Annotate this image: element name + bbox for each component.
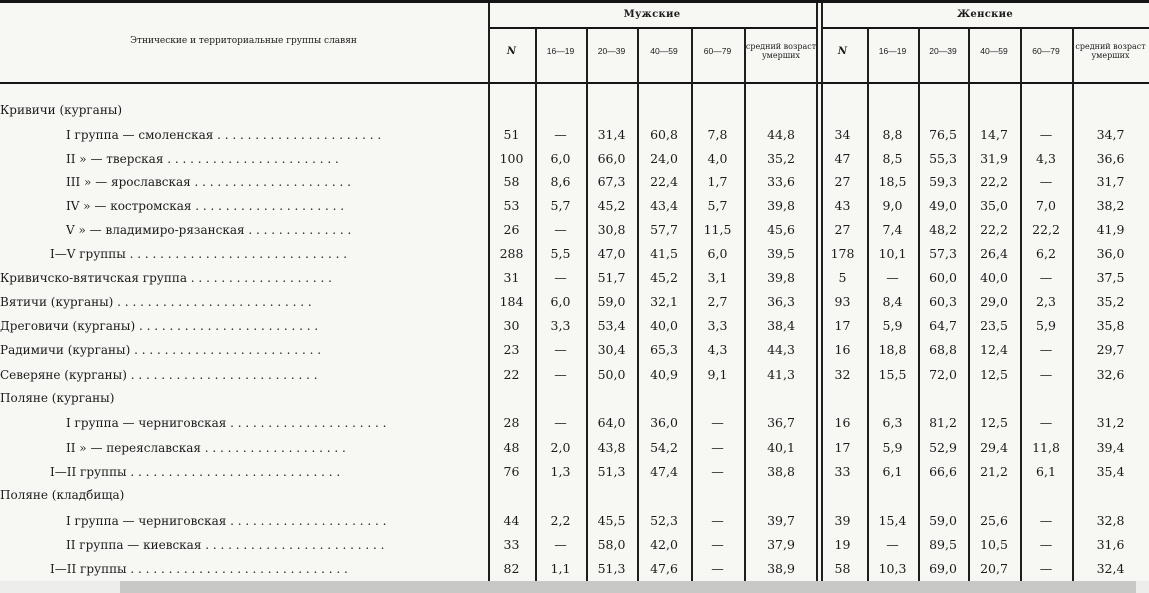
table-cell: 51,7	[597, 270, 626, 285]
row-label: III » — ярославская . . . . . . . . . . . . . . . . . . . . .	[66, 175, 351, 189]
table-cell: 100	[499, 151, 524, 166]
table-cell: —	[711, 464, 724, 479]
table-cell: —	[1039, 561, 1053, 576]
table-cell: 43,4	[650, 198, 678, 213]
table-cell: 89,5	[929, 537, 957, 552]
header-bottom-rule	[0, 82, 1149, 84]
table-cell: 45,6	[767, 222, 795, 237]
group-underline-female	[821, 27, 1149, 29]
table-cell: 32,6	[1096, 367, 1125, 382]
row-label: Дреговичи (курганы) . . . . . . . . . . . . . . . . . . . . . . . .	[0, 319, 319, 333]
table-row	[0, 511, 1149, 531]
table-cell: 31,9	[980, 151, 1008, 166]
row-label: I—II группы . . . . . . . . . . . . . . . . . . . . . . . . . . . .	[50, 465, 341, 479]
table-cell: —	[1039, 367, 1053, 382]
table-cell: 31,4	[597, 127, 626, 142]
table-cell: 20,7	[980, 561, 1008, 576]
table-cell: 47,4	[650, 464, 678, 479]
table-cell: 39,4	[1096, 440, 1125, 455]
row-label: I группа — черниговская . . . . . . . . . . . . . . . . . . . . .	[66, 514, 387, 528]
table-cell: 30,8	[597, 222, 626, 237]
table-cell: 41,5	[650, 246, 678, 261]
table-cell: 66,6	[929, 464, 957, 479]
table-row	[0, 316, 1149, 336]
column-header: средний возраст умерших	[1075, 42, 1146, 60]
table-cell: 39,7	[767, 513, 795, 528]
table-cell: 38,8	[767, 464, 795, 479]
table-cell: 26	[503, 222, 520, 237]
table-cell: 5,7	[550, 198, 571, 213]
table-cell: 38,4	[767, 318, 795, 333]
table-cell: 35,4	[1096, 464, 1125, 479]
table-cell: 47	[834, 151, 851, 166]
table-cell: 64,7	[929, 318, 957, 333]
table-cell: 59,0	[597, 294, 626, 309]
table-cell: —	[711, 561, 724, 576]
table-cell: 15,4	[878, 513, 907, 528]
table-cell: 31,7	[1096, 174, 1125, 189]
table-cell: —	[711, 415, 724, 430]
table-row	[0, 268, 1149, 288]
row-label: II » — переяславская . . . . . . . . . . . . . . . . . . .	[66, 441, 346, 455]
stub-header: Этнические и территориальные группы славян	[130, 36, 357, 46]
table-cell: —	[886, 537, 899, 552]
table-cell: 38,9	[767, 561, 795, 576]
table-cell: —	[554, 222, 567, 237]
table-row	[0, 438, 1149, 458]
table-cell: 33	[834, 464, 851, 479]
table-cell: —	[554, 342, 567, 357]
table-cell: 4,0	[707, 151, 728, 166]
row-label: Радимичи (курганы) . . . . . . . . . . . . . . . . . . . . . . . . .	[0, 343, 322, 357]
table-cell: 48	[503, 440, 520, 455]
table-cell: 2,2	[550, 513, 571, 528]
table-cell: 40,0	[650, 318, 678, 333]
table-cell: —	[554, 127, 567, 142]
table-cell: —	[711, 537, 724, 552]
table-cell: 38,2	[1096, 198, 1125, 213]
table-row	[0, 292, 1149, 312]
table-cell: 76	[503, 464, 520, 479]
table-cell: 33,6	[767, 174, 795, 189]
table-cell: 6,1	[1036, 464, 1056, 479]
table-cell: 22,2	[980, 174, 1008, 189]
table-cell: 21,2	[980, 464, 1008, 479]
table-cell: 2,0	[550, 440, 571, 455]
table-cell: 42,0	[650, 537, 678, 552]
row-label: Поляне (курганы)	[0, 391, 115, 405]
table-cell: 39,8	[767, 270, 795, 285]
table-cell: 1,3	[550, 464, 571, 479]
table-cell: —	[1039, 174, 1053, 189]
table-cell: 26,4	[980, 246, 1008, 261]
table-cell: 6,1	[882, 464, 903, 479]
table-cell: 81,2	[929, 415, 957, 430]
table-cell: 37,5	[1096, 270, 1125, 285]
table-row	[0, 125, 1149, 145]
row-label: I группа — смоленская . . . . . . . . . . . . . . . . . . . . . .	[66, 128, 382, 142]
table-cell: 36,7	[767, 415, 795, 430]
table-cell: 44	[503, 513, 520, 528]
table-cell: 45,2	[650, 270, 678, 285]
column-header: 16—19	[878, 45, 907, 56]
table-cell: 34	[834, 127, 851, 142]
table-cell: 32	[834, 367, 851, 382]
table-cell: 23,5	[980, 318, 1008, 333]
row-label: I—V группы . . . . . . . . . . . . . . . . . . . . . . . . . . . . .	[50, 247, 348, 261]
table-cell: 6,0	[707, 246, 728, 261]
table-cell: 82	[503, 561, 520, 576]
table-cell: 6,0	[550, 151, 571, 166]
table-cell: 6,2	[1036, 246, 1056, 261]
table-cell: 11,5	[703, 222, 732, 237]
table-cell: 2,3	[1036, 294, 1056, 309]
table-cell: 17	[834, 318, 851, 333]
table-row	[0, 149, 1149, 169]
table-cell: 37,9	[767, 537, 795, 552]
table-cell: 30	[503, 318, 520, 333]
table-cell: —	[554, 367, 567, 382]
table-cell: —	[711, 440, 724, 455]
table-cell: 9,0	[882, 198, 903, 213]
table-row	[0, 413, 1149, 433]
table-cell: 58	[503, 174, 520, 189]
table-cell: 58,0	[597, 537, 626, 552]
table-cell: 6,0	[550, 294, 571, 309]
table-row	[0, 196, 1149, 216]
table-cell: 45,5	[597, 513, 626, 528]
table-cell: 8,5	[882, 151, 903, 166]
table-cell: 24,0	[650, 151, 678, 166]
table-cell: 40,0	[980, 270, 1008, 285]
table-cell: 47,0	[597, 246, 626, 261]
table-cell: —	[1039, 270, 1053, 285]
table-row	[0, 172, 1149, 192]
table-cell: —	[554, 415, 567, 430]
table-cell: 288	[499, 246, 524, 261]
row-label: Кривичи (курганы)	[0, 103, 123, 117]
row-label: Вятичи (курганы) . . . . . . . . . . . . . . . . . . . . . . . . . .	[0, 295, 312, 309]
table-cell: 6,3	[882, 415, 903, 430]
table-cell: 19	[834, 537, 851, 552]
table-cell: 14,7	[980, 127, 1008, 142]
column-header: 40—59	[650, 45, 678, 56]
table-cell: —	[711, 513, 724, 528]
table-row	[0, 388, 1149, 408]
table-cell: 29,7	[1096, 342, 1125, 357]
table-cell: 68,8	[929, 342, 957, 357]
table-cell: 33	[503, 537, 520, 552]
table-cell: 18,5	[878, 174, 907, 189]
table-cell: 44,3	[767, 342, 795, 357]
table-cell: 22,2	[980, 222, 1008, 237]
table-cell: 23	[503, 342, 520, 357]
row-label: Кривичско-вятичская группа . . . . . . . . . . . . . . . . . . .	[0, 271, 332, 285]
table-cell: 25,6	[980, 513, 1008, 528]
table-cell: 66,0	[597, 151, 626, 166]
table-cell: 59,3	[929, 174, 957, 189]
table-cell: 67,3	[597, 174, 626, 189]
table-row	[0, 220, 1149, 240]
table-cell: 93	[834, 294, 851, 309]
table-cell: 50,0	[597, 367, 626, 382]
row-label: Поляне (кладбища)	[0, 488, 125, 502]
table-cell: 39,5	[767, 246, 795, 261]
column-header: 60—79	[703, 45, 732, 56]
table-cell: 35,0	[980, 198, 1008, 213]
table-row	[0, 100, 1149, 120]
table-cell: 43,8	[597, 440, 626, 455]
table-cell: 51,3	[597, 561, 626, 576]
table-cell: 43	[834, 198, 851, 213]
column-header: 16—19	[546, 45, 575, 56]
table-cell: 12,4	[980, 342, 1008, 357]
table-cell: 52,9	[929, 440, 957, 455]
column-header: N	[837, 45, 848, 57]
table-cell: 5	[838, 270, 847, 285]
table-cell: 4,3	[1036, 151, 1056, 166]
table-cell: 44,8	[767, 127, 795, 142]
table-cell: 31	[503, 270, 520, 285]
table-cell: 9,1	[707, 367, 728, 382]
male-group-header: Мужские	[623, 9, 681, 20]
table-cell: 3,3	[550, 318, 571, 333]
table-cell: 7,0	[1036, 198, 1056, 213]
female-group-header: Женские	[957, 9, 1013, 20]
row-label: I группа — черниговская . . . . . . . . . . . . . . . . . . . . .	[66, 416, 387, 430]
table-cell: —	[1039, 415, 1053, 430]
table-cell: 7,8	[707, 127, 728, 142]
table-cell: 72,0	[929, 367, 957, 382]
scrollbar[interactable]	[120, 581, 1136, 593]
table-cell: 40,9	[650, 367, 678, 382]
table-cell: 10,5	[980, 537, 1008, 552]
table-cell: 41,3	[767, 367, 795, 382]
table-cell: 58	[834, 561, 851, 576]
table-cell: 53	[503, 198, 520, 213]
table-cell: —	[1039, 513, 1053, 528]
table-cell: 55,3	[929, 151, 957, 166]
table-cell: —	[554, 270, 567, 285]
table-cell: 31,6	[1096, 537, 1125, 552]
table-cell: 54,2	[650, 440, 678, 455]
table-cell: —	[554, 537, 567, 552]
table-cell: 36,3	[767, 294, 795, 309]
table-cell: 57,7	[650, 222, 678, 237]
table-cell: 22	[503, 367, 520, 382]
table-cell: 69,0	[929, 561, 957, 576]
table-cell: 65,3	[650, 342, 678, 357]
table-cell: 184	[499, 294, 524, 309]
table-cell: 35,8	[1096, 318, 1125, 333]
table-cell: 5,9	[882, 318, 903, 333]
table-cell: 48,2	[929, 222, 957, 237]
table-cell: 59,0	[929, 513, 957, 528]
table-cell: 1,1	[550, 561, 571, 576]
table-cell: 10,1	[878, 246, 907, 261]
table-cell: 18,8	[878, 342, 907, 357]
table-row	[0, 535, 1149, 555]
table-cell: 10,3	[878, 561, 907, 576]
table-cell: 36,0	[1096, 246, 1125, 261]
table-cell: 39,8	[767, 198, 795, 213]
table-cell: 5,7	[707, 198, 728, 213]
table-cell: 64,0	[597, 415, 626, 430]
table-cell: 16	[834, 342, 851, 357]
row-label: IV » — костромская . . . . . . . . . . . . . . . . . . . .	[66, 199, 345, 213]
table-cell: 76,5	[929, 127, 957, 142]
table-cell: 27	[834, 174, 851, 189]
table-cell: 1,7	[707, 174, 728, 189]
table-cell: 8,4	[882, 294, 903, 309]
table-cell: 60,8	[650, 127, 678, 142]
row-label: I—II группы . . . . . . . . . . . . . . . . . . . . . . . . . . . . .	[50, 562, 348, 576]
table-cell: 52,3	[650, 513, 678, 528]
table-cell: 49,0	[929, 198, 957, 213]
table-row	[0, 365, 1149, 385]
table-cell: 28	[503, 415, 520, 430]
table-cell: 178	[830, 246, 855, 261]
table-cell: 11,8	[1032, 440, 1060, 455]
table-row	[0, 244, 1149, 264]
table-cell: 32,8	[1096, 513, 1125, 528]
table-cell: 30,4	[597, 342, 626, 357]
table-cell: 4,3	[707, 342, 728, 357]
group-underline-male	[488, 27, 816, 29]
table-row	[0, 340, 1149, 360]
table-cell: 12,5	[980, 367, 1008, 382]
table-cell: 51	[503, 127, 520, 142]
table-cell: 53,4	[597, 318, 626, 333]
table-cell: 27	[834, 222, 851, 237]
table-cell: 12,5	[980, 415, 1008, 430]
table-cell: 34,7	[1096, 127, 1125, 142]
table-cell: 35,2	[767, 151, 795, 166]
table-cell: 47,6	[650, 561, 678, 576]
table-cell: 41,9	[1096, 222, 1125, 237]
table-cell: 39	[834, 513, 851, 528]
table-cell: —	[886, 270, 899, 285]
table-cell: 29,0	[980, 294, 1008, 309]
table-row	[0, 559, 1149, 579]
column-header: 40—59	[980, 45, 1008, 56]
table-cell: 31,2	[1096, 415, 1125, 430]
table-cell: 51,3	[597, 464, 626, 479]
table-cell: 17	[834, 440, 851, 455]
row-label: V » — владимиро-рязанская . . . . . . . . . . . . . .	[66, 223, 352, 237]
table-row	[0, 485, 1149, 505]
table-cell: 5,9	[882, 440, 903, 455]
table-cell: —	[1039, 537, 1053, 552]
table-cell: —	[1039, 342, 1053, 357]
table-cell: —	[1039, 127, 1053, 142]
column-header: средний возраст умерших	[745, 42, 817, 60]
table-row	[0, 462, 1149, 482]
table-cell: 35,2	[1096, 294, 1125, 309]
table-cell: 2,7	[707, 294, 728, 309]
column-header: 20—39	[929, 45, 957, 56]
table-cell: 45,2	[597, 198, 626, 213]
column-header: N	[506, 45, 517, 57]
table-cell: 60,3	[929, 294, 957, 309]
table-cell: 15,5	[878, 367, 907, 382]
table-cell: 3,3	[707, 318, 728, 333]
column-header: 60—79	[1032, 45, 1060, 56]
table-cell: 8,8	[882, 127, 903, 142]
column-header: 20—39	[597, 45, 626, 56]
row-label: II группа — киевская . . . . . . . . . . . . . . . . . . . . . . . .	[66, 538, 385, 552]
table-cell: 22,4	[650, 174, 678, 189]
table-cell: 22,2	[1032, 222, 1060, 237]
table-cell: 57,3	[929, 246, 957, 261]
row-label: Северяне (курганы) . . . . . . . . . . . . . . . . . . . . . . . . .	[0, 368, 318, 382]
table-cell: 7,4	[882, 222, 903, 237]
table-cell: 32,1	[650, 294, 678, 309]
table-cell: 36,0	[650, 415, 678, 430]
table-cell: 16	[834, 415, 851, 430]
table-cell: 5,5	[550, 246, 571, 261]
table-cell: 8,6	[550, 174, 571, 189]
table-cell: 60,0	[929, 270, 957, 285]
top-rule	[0, 0, 1149, 3]
table-cell: 36,6	[1096, 151, 1125, 166]
table-cell: 32,4	[1096, 561, 1125, 576]
table-cell: 29,4	[980, 440, 1008, 455]
table-cell: 40,1	[767, 440, 795, 455]
table-cell: 5,9	[1036, 318, 1056, 333]
row-label: II » — тверская . . . . . . . . . . . . . . . . . . . . . . .	[66, 152, 339, 166]
table-cell: 3,1	[707, 270, 728, 285]
